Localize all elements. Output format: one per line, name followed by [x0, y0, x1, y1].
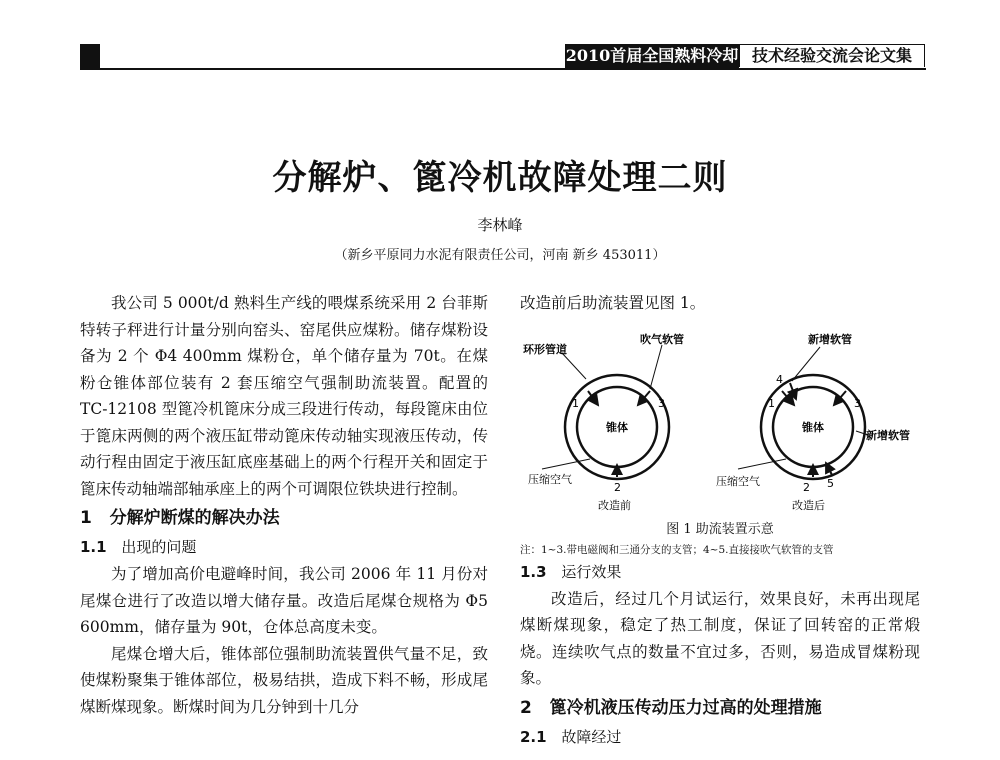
label-n1: 1	[768, 396, 775, 410]
header-banner-light: 技术经验交流会论文集	[739, 44, 925, 67]
section-number: 2	[520, 697, 532, 718]
label-n1: 1	[572, 396, 579, 410]
subcaption-before: 改造前	[598, 498, 631, 512]
section-number: 1	[80, 508, 92, 528]
section-1-3-heading	[520, 559, 920, 586]
paragraph-intro: 我公司 5 000t/d 熟料生产线的喂煤系统采用 2 台菲斯特转子秤进行计量分别向窑头、窑尾供应煤粉。储存煤粉设备为 2 个 Φ4 400mm 煤粉仓，单个储存量为 70t。在煤粉仓锥体部位装有 2 套压缩空气强制助流装置。配置的 TC-12108 型篦冷机篦床分成三段进行传动，每段篦床由位于篦床两侧的两个液压缸带动篦床传动轴实现液压传动，传动行程由固定于液压缸底座基础上的两个行程开关和固定于篦床传动轴端部轴承座上的两个可调限位铁块进行控制。	[80, 294, 488, 498]
label-n3: 3	[854, 396, 861, 410]
label-n5: 5	[827, 476, 834, 490]
label-new-hose-right: 新增软管	[866, 428, 910, 442]
paragraph-problem: 为了增加高价电避峰时间，我公司 2006 年 11 月份对尾煤仓进行了改造以增大储存量。改造后尾煤仓规格为 Φ5 600mm，储存量为 90t，仓体总高度未变。	[80, 565, 488, 636]
section-2-heading	[520, 694, 920, 722]
section-title: 分解炉断煤的解决办法	[109, 508, 280, 528]
label-n4: 4	[776, 372, 783, 386]
label-hose: 吹气软管	[640, 332, 684, 346]
article-title: 分解炉、篦冷机故障处理二则	[272, 158, 728, 198]
header-rule	[80, 68, 926, 70]
paragraph-results: 改造后，经过几个月试运行，效果良好，未再出现尾煤断煤现象，稳定了热工制度，保证了回转窑的正常煅烧。连续吹气点的数量不宜过多，否则，易造成冒煤粉现象。	[520, 589, 920, 687]
subsection-title: 出现的问题	[121, 538, 197, 556]
label-new-hose-top: 新增软管	[808, 332, 852, 346]
header-marker-block	[80, 44, 100, 70]
subsection-number: 1.3	[520, 562, 547, 581]
label-cone: 锥体	[802, 420, 824, 434]
diagram-after	[716, 332, 910, 512]
figure-1-note: 注：1~3.带电磁阀和三通分支的支管；4~5.直接接吹气软管的支管	[520, 543, 834, 556]
label-n2: 2	[803, 480, 810, 494]
article-author: 李林峰	[477, 216, 523, 234]
left-column	[80, 290, 488, 760]
section-title: 篦冷机液压传动压力过高的处理措施	[549, 697, 822, 718]
label-compressed-air: 压缩空气	[528, 472, 572, 486]
figure-1-caption: 图 1 助流装置示意	[666, 521, 774, 537]
label-n3: 3	[658, 396, 665, 410]
figure-1-diagram	[520, 319, 920, 519]
header-banner-dark: 2010首届全国熟料冷却	[565, 44, 739, 68]
paragraph-figure-intro: 改造前后助流装置见图 1。	[520, 294, 706, 312]
diagram-before	[523, 332, 684, 512]
subsection-number: 1.1	[80, 538, 107, 556]
subsection-title: 运行效果	[561, 562, 622, 581]
figure-1	[520, 319, 920, 519]
subcaption-after: 改造后	[792, 498, 825, 512]
section-2-1-heading	[520, 724, 920, 751]
section-1-1-heading	[80, 534, 488, 561]
label-compressed-air: 压缩空气	[716, 474, 760, 488]
label-cone: 锥体	[606, 420, 628, 434]
label-ring-pipe: 环形管道	[523, 342, 567, 356]
subsection-number: 2.1	[520, 727, 547, 746]
label-n2: 2	[614, 480, 621, 494]
subsection-title: 故障经过	[561, 727, 622, 746]
section-1-heading	[80, 504, 488, 532]
paragraph-problem-cont: 尾煤仓增大后，锥体部位强制助流装置供气量不足，致使煤粉聚集于锥体部位，极易结拱，造成下料不畅，形成尾煤断煤现象。断煤时间为几分钟到十几分	[80, 644, 488, 716]
right-column	[520, 290, 920, 760]
article-affiliation: （新乡平原同力水泥有限责任公司，河南 新乡 453011）	[334, 248, 666, 263]
